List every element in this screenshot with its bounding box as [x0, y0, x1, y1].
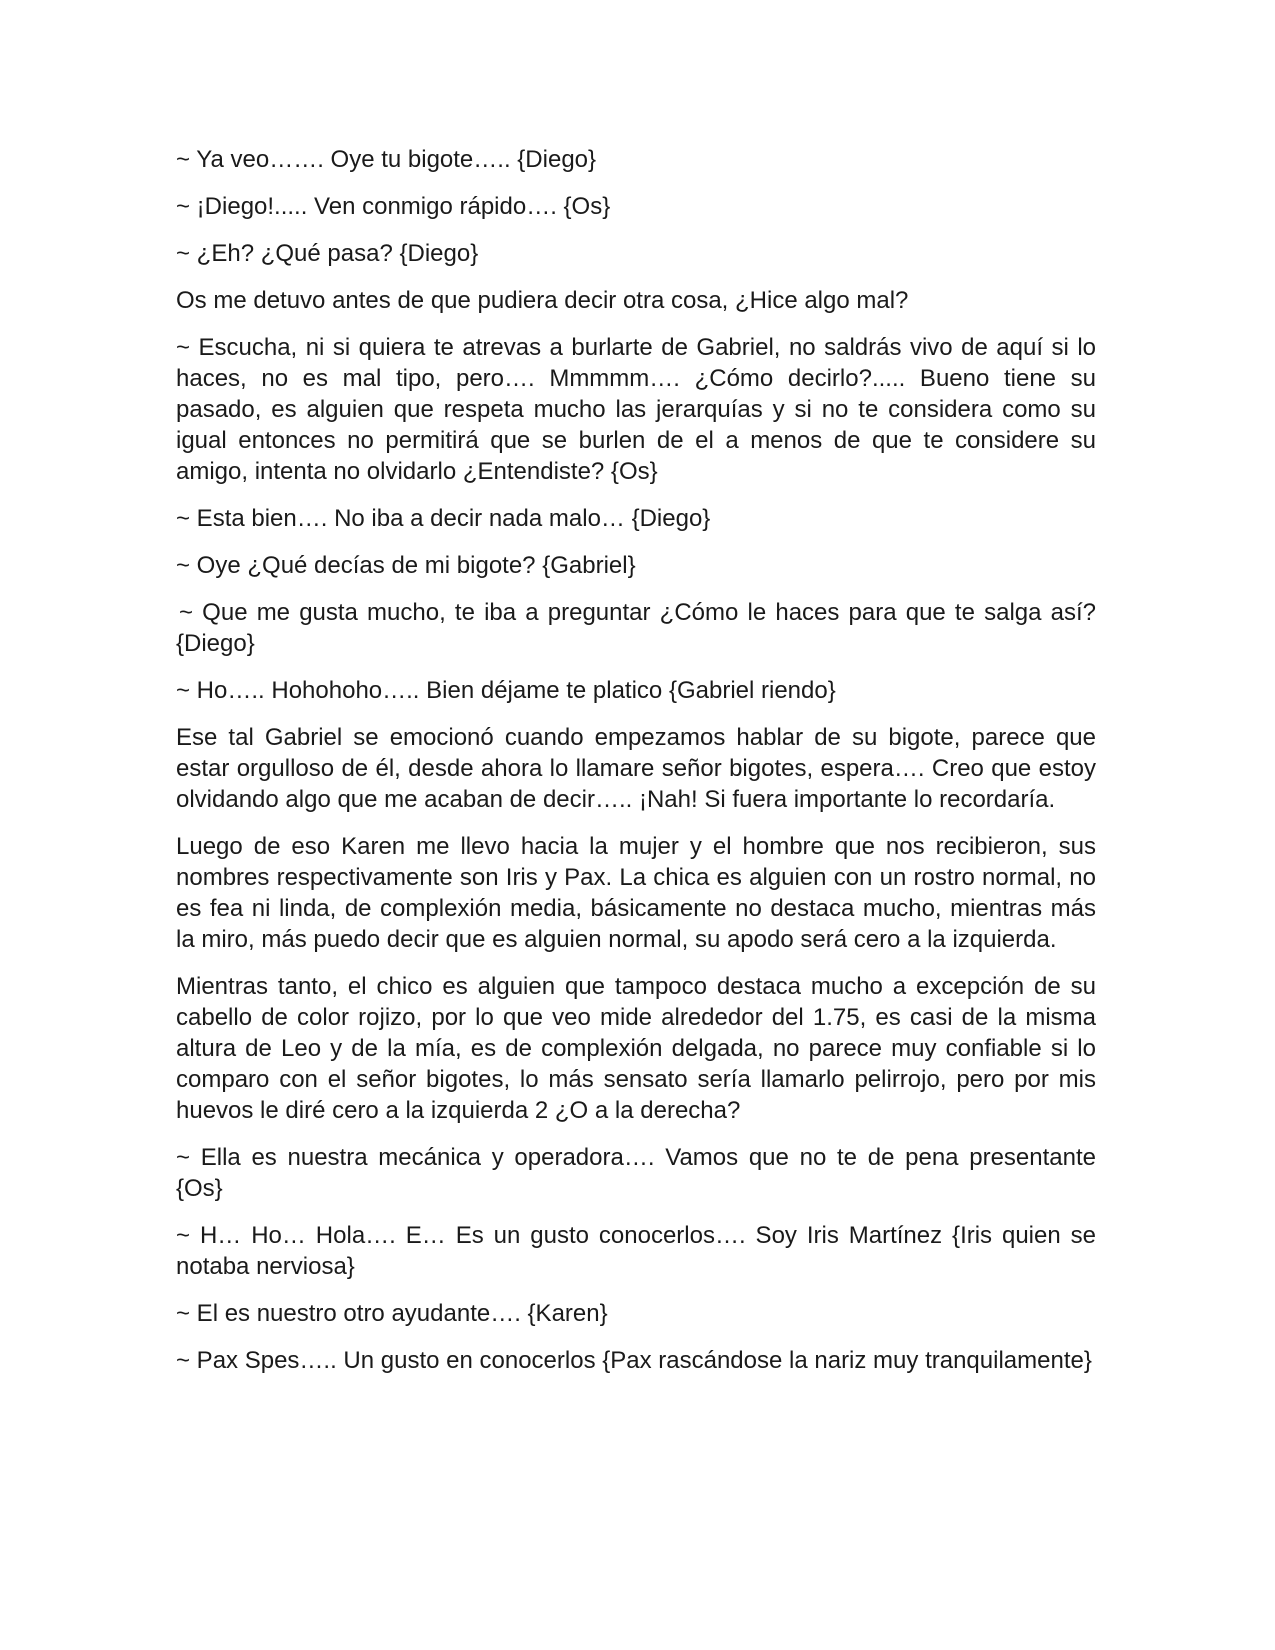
paragraph-15: ~ El es nuestro otro ayudante…. {Karen} [176, 1300, 608, 1327]
paragraph-5: ~ Escucha, ni si quiera te atrevas a burlarte de Gabriel, no saldrás vivo de aquí si lo haces, no es mal tipo, pero…. Mmmmm…. ¿Cómo decirlo?..... Bueno tiene su pasado, es alguien que respeta mucho las jerarquías y si no te considera como su igual entonces no permitirá que se burlen de el a menos de que te considere su amigo, intenta no olvidarlo ¿Entendiste? {Os} [176, 334, 1096, 485]
paragraph-13: ~ Ella es nuestra mecánica y operadora…. Vamos que no te de pena presentante {Os} [176, 1144, 1096, 1202]
paragraph-10: Ese tal Gabriel se emocionó cuando empezamos hablar de su bigote, parece que estar orgulloso de él, desde ahora lo llamare señor bigotes, espera…. Creo que estoy olvidando algo que me acaban de decir….. ¡Nah! Si fuera importante lo recordaría. [176, 724, 1096, 813]
paragraph-2: ~ ¡Diego!..... Ven conmigo rápido…. {Os} [176, 193, 611, 220]
paragraph-1: ~ Ya veo……. Oye tu bigote….. {Diego} [176, 146, 597, 173]
paragraph-11: Luego de eso Karen me llevo hacia la mujer y el hombre que nos recibieron, sus nombres respectivamente son Iris y Pax. La chica es alguien con un rostro normal, no es fea ni linda, de complexión media, básicamente no destaca mucho, mientras más la miro, más puedo decir que es alguien normal, su apodo será cero a la izquierda. [176, 833, 1096, 953]
paragraph-9: ~ Ho….. Hohohoho….. Bien déjame te platico {Gabriel riendo} [176, 677, 836, 704]
paragraph-8: ~ Que me gusta mucho, te iba a preguntar ¿Cómo le haces para que te salga así? {Diego} [176, 599, 1096, 657]
document-body [176, 144, 1096, 1392]
paragraph-12: Mientras tanto, el chico es alguien que tampoco destaca mucho a excepción de su cabello de color rojizo, por lo que veo mide alrededor del 1.75, es casi de la misma altura de Leo y de la mía, es de complexión delgada, no parece muy confiable si lo comparo con el señor bigotes, lo más sensato sería llamarlo pelirrojo, pero por mis huevos le diré cero a la izquierda 2 ¿O a la derecha? [176, 973, 1096, 1124]
paragraph-3: ~ ¿Eh? ¿Qué pasa? {Diego} [176, 240, 479, 267]
paragraph-6: ~ Esta bien…. No iba a decir nada malo… {Diego} [176, 505, 711, 532]
paragraph-16: ~ Pax Spes….. Un gusto en conocerlos {Pax rascándose la nariz muy tranquilamente} [176, 1347, 1092, 1374]
paragraph-7: ~ Oye ¿Qué decías de mi bigote? {Gabriel} [176, 552, 636, 579]
paragraph-14: ~ H… Ho… Hola…. E… Es un gusto conocerlos…. Soy Iris Martínez {Iris quien se notaba nerviosa} [176, 1222, 1096, 1280]
paragraph-4: Os me detuvo antes de que pudiera decir otra cosa, ¿Hice algo mal? [176, 287, 909, 314]
